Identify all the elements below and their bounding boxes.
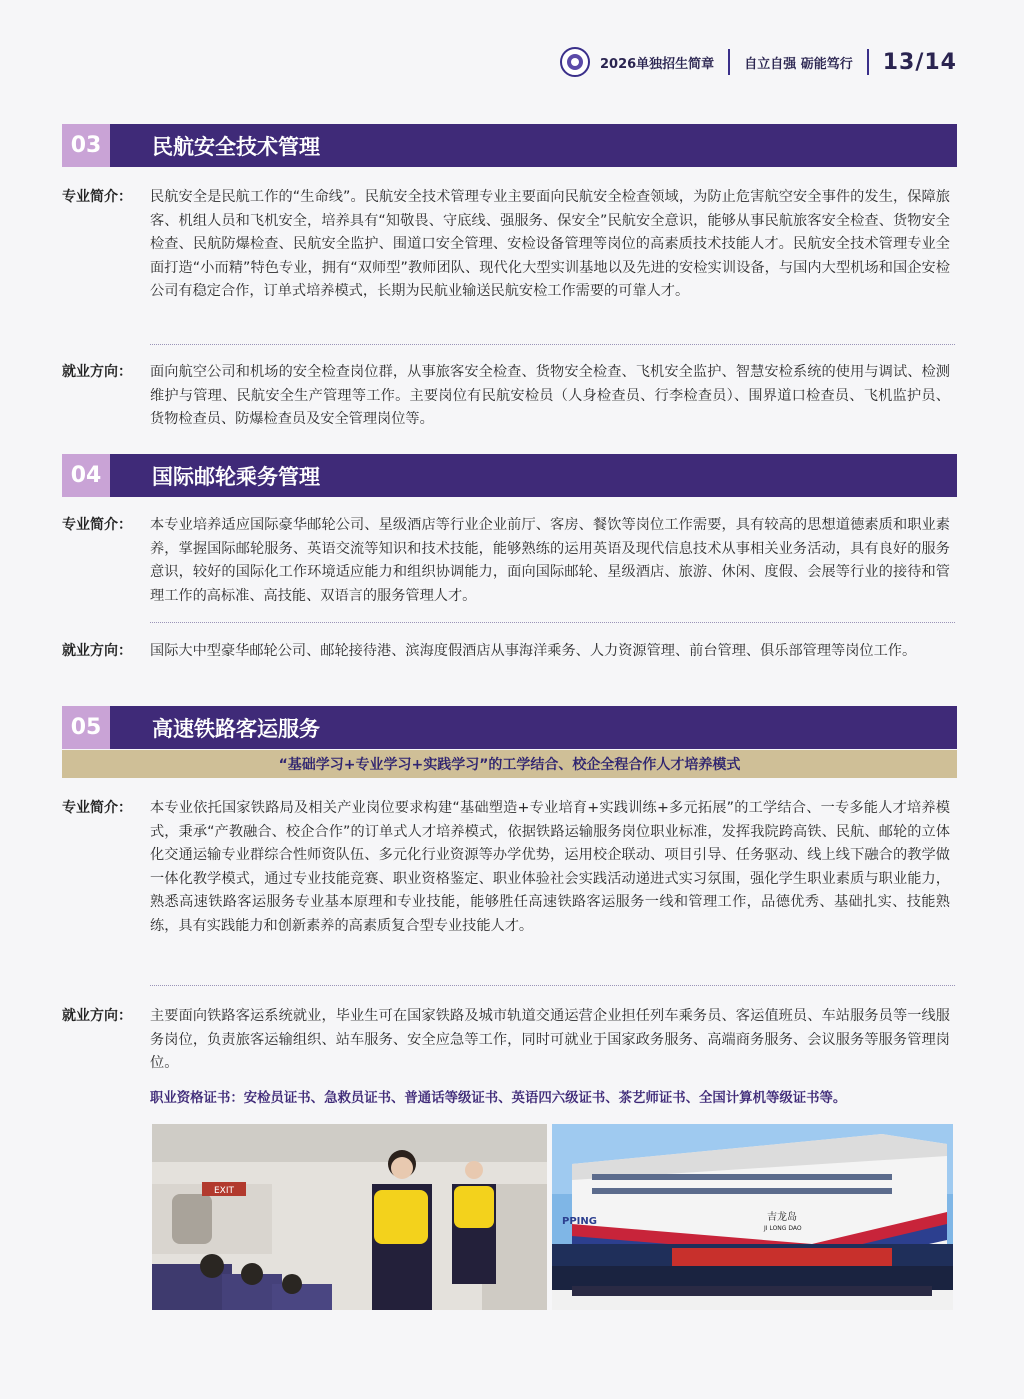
section-bar-04 bbox=[62, 454, 957, 497]
intro-label: 专业简介： bbox=[62, 800, 132, 816]
dotted-divider bbox=[150, 985, 955, 986]
header-divider bbox=[867, 49, 869, 75]
section-bar-05 bbox=[62, 706, 957, 749]
certificates-line: 职业资格证书：安检员证书、急救员证书、普通话等级证书、英语四六级证书、茶艺师证书、全国计算机等级证书等。 bbox=[150, 1091, 847, 1106]
brochure-title: 2026单独招生简章 bbox=[600, 56, 715, 72]
dotted-divider bbox=[150, 344, 955, 345]
page-number: 13/14 bbox=[882, 49, 957, 75]
career-label: 就业方向： bbox=[62, 643, 132, 659]
training-model-band: “基础学习+专业学习+实践学习”的工学结合、校企全程合作人才培养模式 bbox=[62, 750, 957, 778]
cabin-training-photo bbox=[152, 1124, 547, 1310]
career-text: 面向航空公司和机场的安全检查岗位群，从事旅客安全检查、货物安全检查、飞机安全监护、智慧安检系统的使用与调试、检测维护与管理、民航安全生产管理等工作。主要岗位有民航安检员（人身检查员、行李检查员）、围界道口检查员、飞机监护员、货物检查员、防爆检查员及安全管理岗位等。 bbox=[150, 364, 950, 428]
ship-name-en: JI LONG DAO bbox=[764, 1225, 802, 1232]
ship-hull-text: PPING bbox=[562, 1216, 597, 1227]
section-number: 04 bbox=[62, 454, 110, 497]
career-text: 主要面向铁路客运系统就业，毕业生可在国家铁路及城市轨道交通运营企业担任列车乘务员、客运值班员、车站服务员等一线服务岗位，负责旅客运输组织、站车服务、安全应急等工作，同时可就业于国家政务服务、高端商务服务、会议服务等服务管理岗位。 bbox=[150, 1008, 950, 1072]
dotted-divider bbox=[150, 622, 955, 623]
section-title: 民航安全技术管理 bbox=[152, 134, 320, 159]
career-text: 国际大中型豪华邮轮公司、邮轮接待港、滨海度假酒店从事海洋乘务、人力资源管理、前台管理、俱乐部管理等岗位工作。 bbox=[150, 643, 917, 659]
exit-sign: EXIT bbox=[213, 1186, 235, 1196]
career-label: 就业方向： bbox=[62, 364, 132, 380]
intro-text: 本专业依托国家铁路局及相关产业岗位要求构建“基础塑造+专业培育+实践训练+多元拓展”的工学结合、一专多能人才培养模式，秉承“产教融合、校企合作”的订单式人才培养模式，依据铁路运输服务岗位职业标准，发挥我院跨高铁、民航、邮轮的立体化交通运输专业群综合性师资队伍、多元化行业资源等办学优势，运用校企联动、项目引导、任务驱动、线上线下融合的教学做一体化教学模式，通过专业技能竞赛、职业资格鉴定、职业体验社会实践活动递进式实习氛围，强化学生职业素质与职业能力，熟悉高速铁路客运服务专业基本原理和专业技能，能够胜任高速铁路客运服务一线和管理工作，品德优秀、基础扎实、技能熟练，具有实践能力和创新素养的高素质复合型专业技能人才。 bbox=[150, 800, 950, 934]
career-label: 就业方向： bbox=[62, 1008, 132, 1024]
section-title: 高速铁路客运服务 bbox=[152, 716, 320, 741]
intro-label: 专业简介： bbox=[62, 517, 132, 533]
intro-text: 民航安全是民航工作的“生命线”。民航安全技术管理专业主要面向民航安全检查领域，为防止危害航空安全事件的发生，保障旅客、机组人员和飞机安全，培养具有“知敬畏、守底线、强服务、保安全”民航安全意识，能够从事民航旅客安全检查、货物安全检查、民航防爆检查、民航安全监护、围道口安全管理、安检设备管理等岗位的高素质技术技能人才。民航安全技术管理专业全面打造“小而精”特色专业，拥有“双师型”教师团队、现代化大型实训基地以及先进的安检实训设备，与国内大型机场和国企安检公司有稳定合作，订单式培养模式，长期为民航业输送民航安检工作需要的可靠人才。 bbox=[150, 189, 950, 300]
cruise-ship-crew-photo bbox=[552, 1124, 953, 1310]
school-logo-icon bbox=[560, 47, 590, 77]
school-slogan: 自立自强 砺能笃行 bbox=[744, 56, 853, 72]
intro-label: 专业简介： bbox=[62, 189, 132, 205]
ship-name: 吉龙岛 bbox=[767, 1212, 797, 1223]
section-bar-03 bbox=[62, 124, 957, 167]
header-divider bbox=[728, 49, 730, 75]
section-number: 05 bbox=[62, 706, 110, 749]
page-header bbox=[560, 44, 980, 80]
intro-text: 本专业培养适应国际豪华邮轮公司、星级酒店等行业企业前厅、客房、餐饮等岗位工作需要，具有较高的思想道德素质和职业素养，掌握国际邮轮服务、英语交流等知识和技术技能，能够熟练的运用英语及现代信息技术从事相关业务活动，具有良好的服务意识，较好的国际化工作环境适应能力和组织协调能力，面向国际邮轮、星级酒店、旅游、休闲、度假、会展等行业的接待和管理工作的高标准、高技能、双语言的服务管理人才。 bbox=[150, 517, 950, 604]
section-title: 国际邮轮乘务管理 bbox=[152, 464, 320, 489]
section-number: 03 bbox=[62, 124, 110, 167]
